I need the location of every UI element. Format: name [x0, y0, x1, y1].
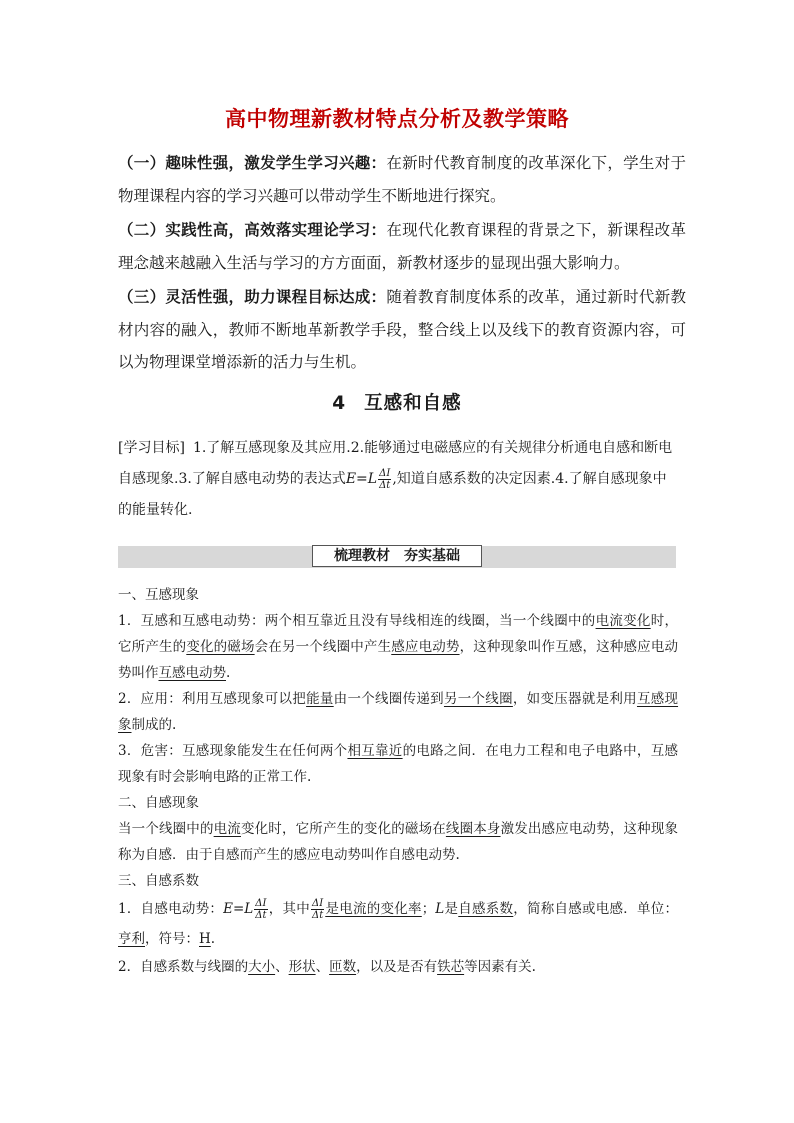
section-banner	[312, 545, 482, 567]
text-run: 2．自感系数与线圈的	[118, 959, 249, 975]
intro-lead-1: （一）趣味性强，激发学生学习兴趣：	[118, 154, 387, 172]
heading-inductance: 三、自感系数	[118, 873, 199, 889]
heading-self-induction: 二、自感现象	[118, 795, 199, 811]
formula-l: L	[367, 471, 378, 487]
text-run: 当一个线圈中的	[118, 821, 214, 837]
underlined-term: 匝数	[329, 959, 357, 975]
intro-text-2: 在现代化教育课程的背景之下，新课程改革理念越来越融入生活与学习的方方面面，新教材逐步的显现出强大影响力。	[118, 221, 686, 272]
fraction-numerator: ΔI	[255, 898, 267, 909]
text-run: 2．应用：利用互感现象可以把	[118, 691, 307, 707]
formula-equals: =	[232, 901, 245, 917]
formula-fraction	[378, 468, 391, 491]
learning-goals	[118, 433, 680, 526]
underlined-term: 变化的磁场	[186, 639, 255, 655]
goals-tag: [学习目标]	[118, 440, 185, 456]
inductance-p1	[118, 894, 678, 954]
text-run: 1．互感和互感电动势：两个相互靠近且没有导线相连的线圈，当一个线圈中的	[118, 613, 596, 629]
underlined-term: 亨利	[118, 931, 145, 947]
underlined-term: 铁芯	[437, 959, 465, 975]
text-run: 由一个线圈传递到	[333, 691, 444, 707]
formula-l: L	[244, 901, 254, 917]
heading-mutual-induction: 一、互感现象	[118, 587, 199, 603]
intro-paragraph-1	[118, 147, 686, 212]
text-run: 会在另一个线圈中产生	[254, 639, 392, 655]
underlined-term: 能量	[306, 691, 334, 707]
text-run: ；	[421, 901, 436, 917]
text-run: 3．危害：互感现象能发生在任何两个	[118, 743, 348, 759]
intro-lead-3: （三）灵活性强，助力课程目标达成：	[118, 288, 387, 306]
underlined-term: 线圈本身	[445, 821, 501, 837]
underlined-term: 是电流的变化率	[325, 901, 422, 917]
text-run: ，如变压器就是利用	[512, 691, 637, 707]
underlined-term: 互感现象	[118, 691, 679, 733]
formula-fraction	[254, 898, 267, 921]
text-run: 1．自感电动势：	[118, 901, 224, 917]
self-induction-p1	[118, 816, 678, 868]
fraction-numerator: ΔI	[379, 467, 391, 479]
text-run: ，其中	[268, 901, 311, 917]
text-run: 时，它所产生的	[118, 613, 679, 655]
text-run: 等因素有关.	[464, 959, 536, 975]
intro-lead-2: （二）实践性高，高效落实理论学习：	[118, 221, 387, 239]
text-run: 变化时，它所产生的变化的磁场在	[240, 821, 446, 837]
underlined-term: 互感电动势	[158, 665, 226, 681]
fraction-denominator: Δt	[255, 910, 267, 921]
rate-fraction	[311, 898, 324, 921]
text-run: 制成的.	[131, 717, 177, 733]
intro-paragraph-2	[118, 214, 686, 279]
section-title	[0, 389, 794, 415]
underlined-term: 自感系数	[458, 901, 514, 917]
goals-text-2: ,知道自感系数的决定因素.4.了解自感现象中的能量转化.	[118, 471, 667, 518]
text-run: ，这种现象叫作互感，这种感应电动势叫作	[118, 639, 678, 681]
content-body	[118, 582, 678, 980]
underlined-term: 电流	[213, 821, 241, 837]
mutual-induction-p1	[118, 608, 678, 686]
underlined-term: 大小	[248, 959, 276, 975]
text-run: .	[210, 931, 216, 947]
formula-equals: =	[356, 471, 368, 487]
main-title: 高中物理新教材特点分析及教学策略	[225, 107, 569, 131]
text-run: 是	[444, 901, 459, 917]
intro-paragraph-3	[118, 281, 686, 379]
underlined-term: 感应电动势	[391, 639, 460, 655]
formula-e: E	[345, 471, 357, 487]
intro-block	[118, 147, 686, 381]
banner-right: 夯实基础	[404, 548, 460, 564]
text-run: ，以及是否有	[356, 959, 438, 975]
intro-text-1: 在新时代教育制度的改革深化下，学生对于物理课程内容的学习兴趣可以带动学生不断地进行探究。	[118, 154, 686, 205]
mutual-induction-p2	[118, 686, 678, 738]
text-run: ，符号：	[145, 931, 199, 947]
symbol-l: L	[435, 901, 445, 917]
fraction-denominator: Δt	[379, 479, 391, 491]
underlined-term: H	[199, 931, 211, 947]
underlined-term: 电流变化	[595, 613, 651, 629]
underlined-term: 另一个线圈	[443, 691, 513, 707]
section-number: 4	[332, 393, 347, 414]
banner-left: 梳理教材	[334, 548, 390, 564]
underlined-term: 形状	[288, 959, 316, 975]
inductance-p2	[118, 954, 678, 980]
section-name: 互感和自感	[364, 393, 462, 414]
text-run: 、	[275, 959, 289, 975]
mutual-induction-p3	[118, 738, 678, 790]
text-run: 的电路之间．在电力工程和电子电路中，互感现象有时会影响电路的正常工作.	[118, 743, 678, 785]
intro-text-3: 随着教育制度体系的改革，通过新时代新教材内容的融入，教师不断地革新教学手段，整合线上以及线下的教育资源内容，可以为物理课堂增添新的活力与生机。	[118, 288, 686, 371]
text-run: 激发出感应电动势，这种现象称为自感．由于自感而产生的感应电动势叫作自感电动势.	[118, 821, 679, 863]
text-run: ，简称自感或电感．单位：	[513, 901, 679, 917]
text-run: 、	[315, 959, 330, 975]
fraction-numerator: ΔI	[312, 898, 324, 909]
fraction-denominator: Δt	[312, 910, 324, 921]
formula-e: E	[223, 901, 233, 917]
text-run: .	[226, 665, 231, 681]
goals-text-1: 1.了解互感现象及其应用.2.能够通过电磁感应的有关规律分析通电自感和断电自感现象.3.了解自感电动势的表达式	[118, 440, 673, 487]
underlined-term: 相互靠近	[347, 743, 403, 759]
